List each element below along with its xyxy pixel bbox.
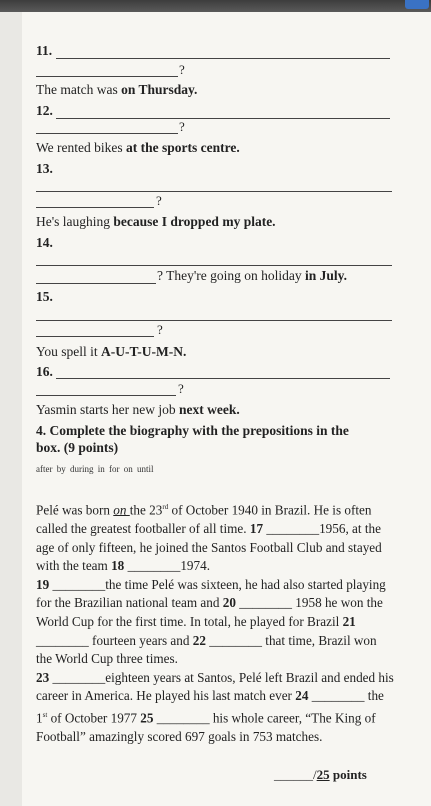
answer-sentence: ? They're going on holiday in July. bbox=[157, 268, 348, 283]
answer-sentence: We rented bikes at the sports centre. bbox=[36, 140, 240, 155]
answer-line[interactable] bbox=[36, 336, 154, 337]
bio-paragraph-2 bbox=[36, 576, 396, 669]
gap-23[interactable]: ________eighteen years at Santos, Pelé left Brazil and ended his career in America. He played his last match ever bbox=[36, 669, 394, 704]
question-mark: ? bbox=[179, 62, 185, 77]
biography-text bbox=[36, 498, 396, 747]
question-number-11: 11. bbox=[36, 43, 53, 58]
gap-number: 22 bbox=[192, 632, 206, 648]
gap-25[interactable]: ________ his whole career, “The King of Football” amazingly scored 697 goals in 753 matches. bbox=[36, 710, 376, 744]
answer-line[interactable] bbox=[36, 207, 154, 208]
answer-line[interactable] bbox=[36, 395, 176, 396]
gap-22[interactable]: ________ that time, Brazil won the World Cup three times. bbox=[36, 632, 377, 667]
gap-18[interactable]: ________1974. bbox=[124, 558, 210, 574]
question-number-13: 13. bbox=[36, 161, 53, 176]
word-box: after by during in for on until bbox=[36, 464, 154, 474]
answer-line[interactable] bbox=[36, 76, 178, 77]
gap-number: 18 bbox=[111, 558, 125, 574]
gap-24[interactable]: ________ the 1 bbox=[36, 688, 384, 726]
section-heading: 4. Complete the biography with the prepositions in the box. (9 points) bbox=[36, 423, 349, 455]
answer-line[interactable] bbox=[36, 265, 392, 266]
answer-line[interactable] bbox=[56, 378, 390, 379]
answer-line[interactable] bbox=[36, 133, 178, 134]
gap-number: 17 bbox=[249, 520, 264, 536]
gap-17[interactable]: ________1956, at the age of only fifteen, he joined the Santos Football Club and stayed with the team bbox=[36, 520, 382, 574]
gap-21[interactable]: ________ fourteen years and bbox=[36, 632, 193, 648]
gap-number: 20 bbox=[222, 595, 236, 611]
answer-line[interactable] bbox=[36, 320, 392, 321]
answer-sentence: You spell it A-U-T-U-M-N. bbox=[36, 344, 187, 359]
example-answer: on bbox=[113, 502, 130, 518]
gap-number: 25 bbox=[140, 710, 154, 726]
answer-line[interactable] bbox=[56, 58, 390, 59]
answer-line[interactable] bbox=[56, 118, 390, 119]
answer-sentence: He's laughing because I dropped my plate. bbox=[36, 214, 276, 229]
question-number-14: 14. bbox=[36, 235, 53, 250]
gap-number: 19 bbox=[36, 576, 50, 592]
gap-20[interactable]: ________ 1958 he won the World Cup for the first time. In total, he played for Brazil bbox=[36, 595, 383, 629]
toolbar-button[interactable] bbox=[405, 0, 429, 9]
gap-19[interactable]: ________the time Pelé was sixteen, he had also started playing for the Brazilian national team and bbox=[36, 576, 386, 611]
bio-paragraph-3: 23 ________eighteen years at Santos, Pelé left Brazil and ended his career in America. He played his last match ever 24 ________ the 1st of October 1977 25 ________ his whole career, “The King of Football” amazingly scored 697 goals in 753 matches. bbox=[36, 669, 394, 744]
question-number-15: 15. bbox=[36, 289, 53, 304]
gap-number: 24 bbox=[295, 688, 309, 704]
gap-number: 23 bbox=[36, 669, 50, 685]
question-number-16: 16. bbox=[36, 364, 53, 379]
answer-line[interactable] bbox=[36, 191, 392, 192]
question-number-12: 12. bbox=[36, 103, 53, 118]
gap-number: 21 bbox=[342, 613, 356, 629]
score-total: ______/25 points bbox=[274, 767, 367, 782]
question-mark: ? bbox=[157, 322, 163, 337]
answer-line[interactable] bbox=[36, 283, 156, 284]
answer-sentence: Yasmin starts her new job next week. bbox=[36, 402, 240, 417]
question-mark: ? bbox=[179, 119, 185, 134]
question-mark: ? bbox=[178, 381, 184, 396]
question-mark: ? bbox=[156, 193, 162, 208]
top-toolbar bbox=[0, 0, 431, 12]
bio-paragraph-1: Pelé was born on the 23rd of October 1940 in Brazil. He is often called the greatest footballer of all time. 17 ________1956, at the age of only fifteen, he joined the Santos Football Club and stayed with the team 18 ________1974. bbox=[36, 502, 382, 574]
answer-sentence: The match was on Thursday. bbox=[36, 82, 198, 97]
